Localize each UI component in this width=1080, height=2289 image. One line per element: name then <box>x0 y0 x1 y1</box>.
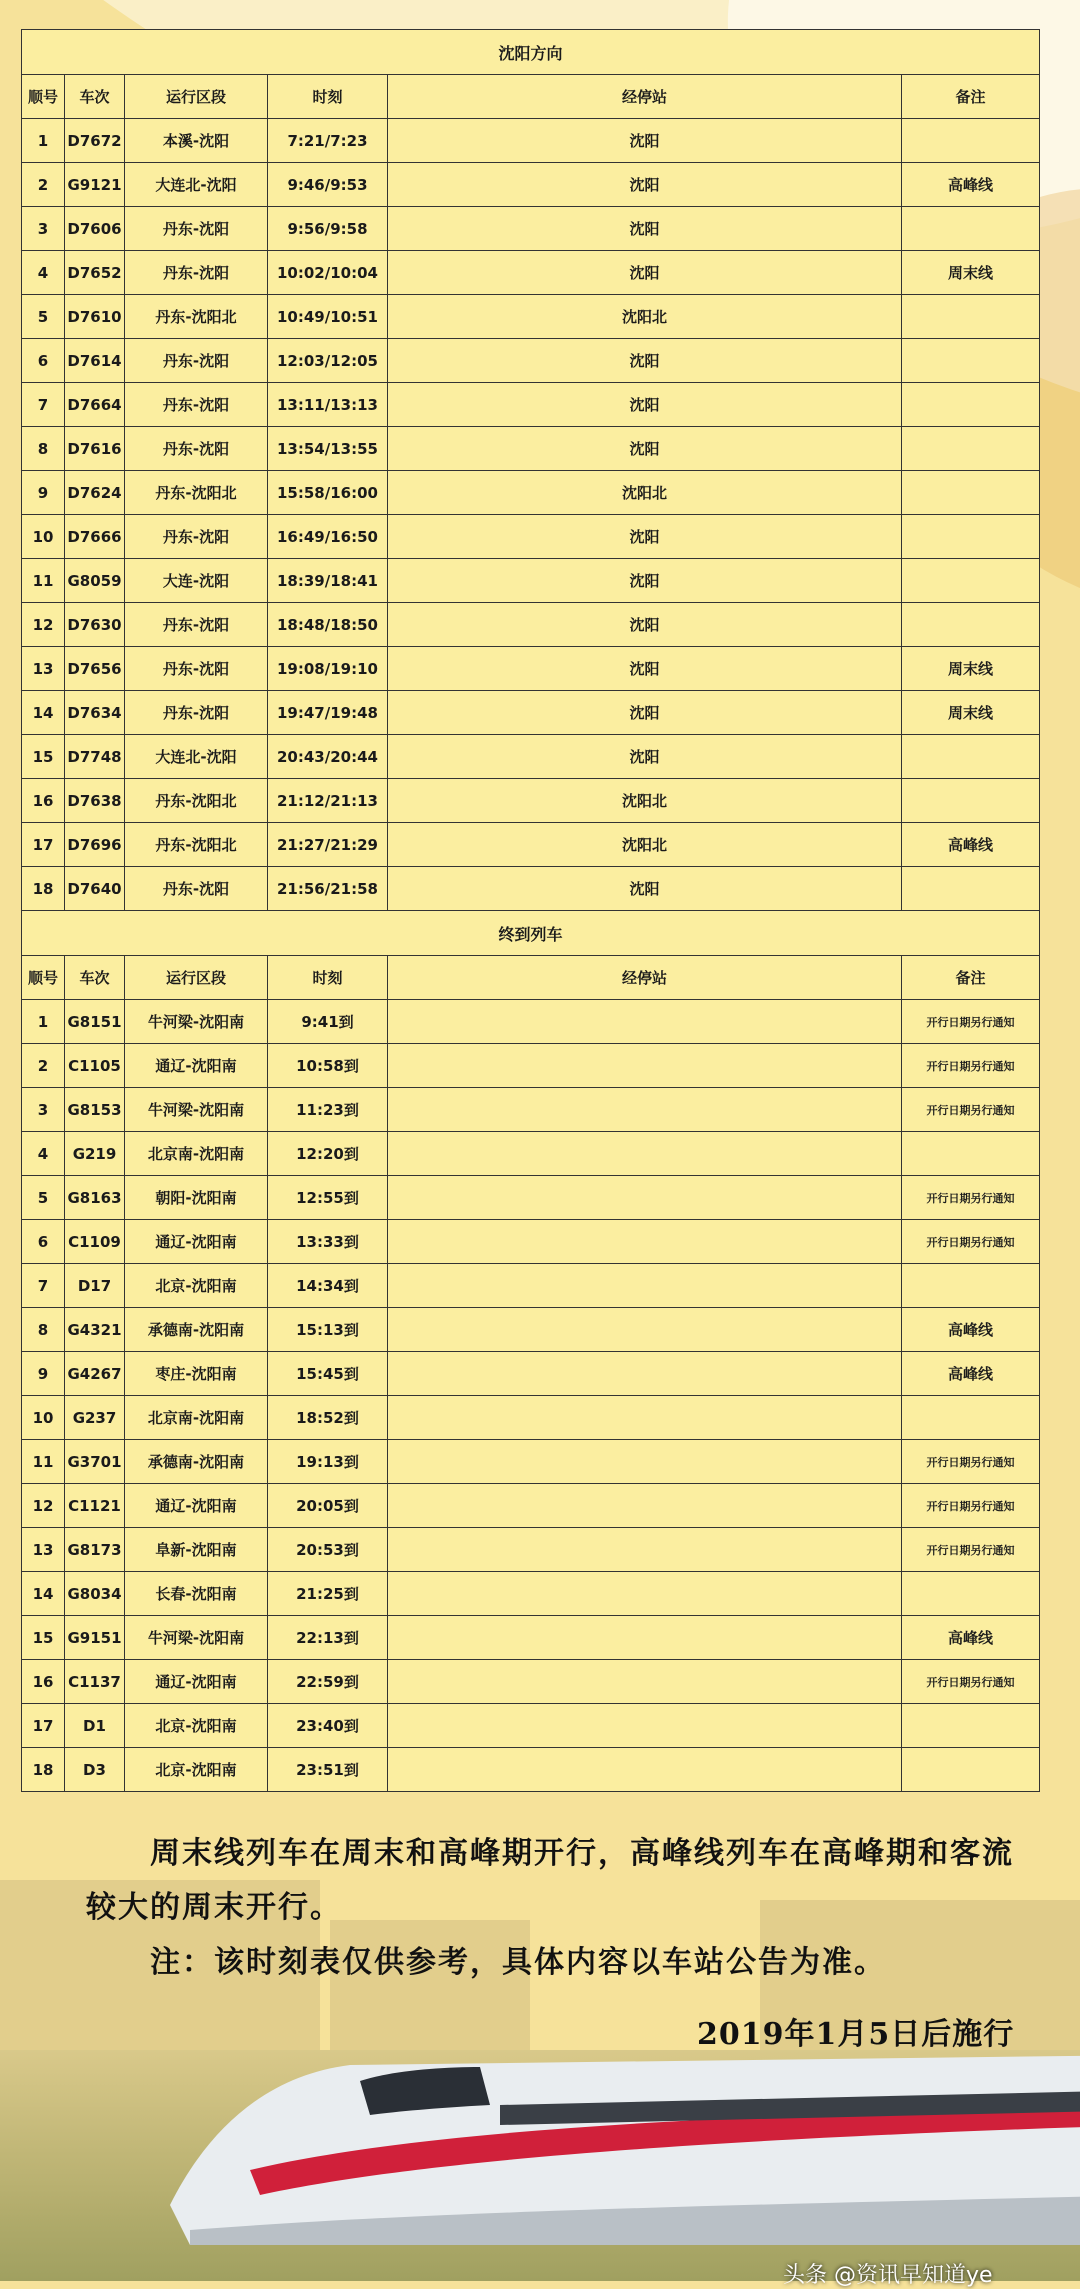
note-cell <box>902 427 1040 471</box>
seq-cell: 10 <box>22 515 65 559</box>
table-row <box>22 1440 1040 1484</box>
seq-cell: 9 <box>22 1352 65 1396</box>
seq-cell: 8 <box>22 1308 65 1352</box>
table-row <box>22 295 1040 339</box>
table-row <box>22 1616 1040 1660</box>
column-header: 经停站 <box>388 956 902 1000</box>
route-cell: 丹东-沈阳 <box>125 383 268 427</box>
seq-cell: 9 <box>22 471 65 515</box>
stop-cell <box>388 1176 902 1220</box>
stop-cell: 沈阳 <box>388 647 902 691</box>
seq-cell: 2 <box>22 1044 65 1088</box>
seq-cell: 6 <box>22 339 65 383</box>
table-row <box>22 823 1040 867</box>
seq-cell: 2 <box>22 163 65 207</box>
train-number-cell: G8153 <box>65 1088 125 1132</box>
section-title: 终到列车 <box>22 911 1040 956</box>
table-row <box>22 1704 1040 1748</box>
time-cell: 19:47/19:48 <box>268 691 388 735</box>
note-cell: 开行日期另行通知 <box>902 1484 1040 1528</box>
route-cell: 通辽-沈阳南 <box>125 1484 268 1528</box>
train-number-cell: C1105 <box>65 1044 125 1088</box>
time-cell: 20:05到 <box>268 1484 388 1528</box>
time-cell: 22:59到 <box>268 1660 388 1704</box>
seq-cell: 7 <box>22 1264 65 1308</box>
note-cell <box>902 207 1040 251</box>
route-cell: 本溪-沈阳 <box>125 119 268 163</box>
table-row <box>22 251 1040 295</box>
note-cell <box>902 383 1040 427</box>
seq-cell: 16 <box>22 1660 65 1704</box>
note-cell <box>902 119 1040 163</box>
seq-cell: 8 <box>22 427 65 471</box>
seq-cell: 1 <box>22 1000 65 1044</box>
route-cell: 大连-沈阳 <box>125 559 268 603</box>
stop-cell: 沈阳 <box>388 559 902 603</box>
seq-cell: 18 <box>22 867 65 911</box>
stop-cell <box>388 1660 902 1704</box>
stop-cell: 沈阳 <box>388 119 902 163</box>
train-number-cell: G8059 <box>65 559 125 603</box>
train-number-cell: G219 <box>65 1132 125 1176</box>
column-header: 时刻 <box>268 956 388 1000</box>
column-header: 时刻 <box>268 75 388 119</box>
note-cell: 开行日期另行通知 <box>902 1660 1040 1704</box>
route-cell: 长春-沈阳南 <box>125 1572 268 1616</box>
train-number-cell: D7696 <box>65 823 125 867</box>
note-cell <box>902 1704 1040 1748</box>
stop-cell <box>388 1220 902 1264</box>
header-row <box>22 75 1040 119</box>
stop-cell: 沈阳 <box>388 383 902 427</box>
table-row <box>22 1748 1040 1792</box>
time-cell: 21:25到 <box>268 1572 388 1616</box>
route-cell: 北京南-沈阳南 <box>125 1396 268 1440</box>
seq-cell: 11 <box>22 1440 65 1484</box>
route-cell: 牛河梁-沈阳南 <box>125 1000 268 1044</box>
stop-cell <box>388 1440 902 1484</box>
time-cell: 9:56/9:58 <box>268 207 388 251</box>
section-title: 沈阳方向 <box>22 30 1040 75</box>
time-cell: 18:52到 <box>268 1396 388 1440</box>
route-cell: 丹东-沈阳 <box>125 647 268 691</box>
route-cell: 通辽-沈阳南 <box>125 1660 268 1704</box>
stop-cell: 沈阳 <box>388 603 902 647</box>
time-cell: 11:23到 <box>268 1088 388 1132</box>
stop-cell <box>388 1396 902 1440</box>
table-row <box>22 1000 1040 1044</box>
stop-cell: 沈阳北 <box>388 295 902 339</box>
route-cell: 丹东-沈阳北 <box>125 823 268 867</box>
time-cell: 9:41到 <box>268 1000 388 1044</box>
stop-cell: 沈阳 <box>388 207 902 251</box>
time-cell: 15:13到 <box>268 1308 388 1352</box>
note-cell: 开行日期另行通知 <box>902 1220 1040 1264</box>
table-row <box>22 691 1040 735</box>
stop-cell <box>388 1616 902 1660</box>
train-number-cell: D7624 <box>65 471 125 515</box>
seq-cell: 6 <box>22 1220 65 1264</box>
footer-note: 注：该时刻表仅供参考，具体内容以车站公告为准。 <box>150 1945 886 1980</box>
table-row <box>22 1484 1040 1528</box>
time-cell: 23:51到 <box>268 1748 388 1792</box>
seq-cell: 4 <box>22 1132 65 1176</box>
seq-cell: 18 <box>22 1748 65 1792</box>
seq-cell: 17 <box>22 823 65 867</box>
train-number-cell: D17 <box>65 1264 125 1308</box>
stop-cell <box>388 1132 902 1176</box>
note-cell <box>902 1264 1040 1308</box>
route-cell: 北京南-沈阳南 <box>125 1132 268 1176</box>
footer-line-1: 周末线列车在周末和高峰期开行，高峰线列车在高峰期和客流 <box>150 1836 1014 1871</box>
seq-cell: 3 <box>22 207 65 251</box>
time-cell: 22:13到 <box>268 1616 388 1660</box>
train-number-cell: G9121 <box>65 163 125 207</box>
column-header: 车次 <box>65 956 125 1000</box>
train-number-cell: D7652 <box>65 251 125 295</box>
train-number-cell: D7640 <box>65 867 125 911</box>
seq-cell: 12 <box>22 1484 65 1528</box>
route-cell: 丹东-沈阳 <box>125 867 268 911</box>
column-header: 备注 <box>902 75 1040 119</box>
note-cell <box>902 1748 1040 1792</box>
train-number-cell: D7666 <box>65 515 125 559</box>
stop-cell: 沈阳 <box>388 251 902 295</box>
stop-cell <box>388 1308 902 1352</box>
table-row <box>22 1132 1040 1176</box>
column-header: 运行区段 <box>125 75 268 119</box>
seq-cell: 17 <box>22 1704 65 1748</box>
note-cell <box>902 1132 1040 1176</box>
time-cell: 14:34到 <box>268 1264 388 1308</box>
route-cell: 丹东-沈阳 <box>125 207 268 251</box>
seq-cell: 13 <box>22 1528 65 1572</box>
train-number-cell: D3 <box>65 1748 125 1792</box>
time-cell: 13:11/13:13 <box>268 383 388 427</box>
train-number-cell: G8034 <box>65 1572 125 1616</box>
column-header: 顺号 <box>22 75 65 119</box>
note-cell <box>902 779 1040 823</box>
route-cell: 丹东-沈阳 <box>125 603 268 647</box>
stop-cell: 沈阳 <box>388 867 902 911</box>
route-cell: 通辽-沈阳南 <box>125 1044 268 1088</box>
stop-cell <box>388 1484 902 1528</box>
time-cell: 10:02/10:04 <box>268 251 388 295</box>
train-number-cell: D7748 <box>65 735 125 779</box>
train-number-cell: D7606 <box>65 207 125 251</box>
stop-cell: 沈阳 <box>388 515 902 559</box>
route-cell: 丹东-沈阳 <box>125 339 268 383</box>
header-row <box>22 956 1040 1000</box>
table-row <box>22 515 1040 559</box>
effective-date: 2019年1月5日后施行 <box>697 2017 1015 2052</box>
column-header: 经停站 <box>388 75 902 119</box>
time-cell: 7:21/7:23 <box>268 119 388 163</box>
route-cell: 朝阳-沈阳南 <box>125 1176 268 1220</box>
note-cell <box>902 339 1040 383</box>
note-cell: 高峰线 <box>902 163 1040 207</box>
train-number-cell: C1121 <box>65 1484 125 1528</box>
note-cell: 开行日期另行通知 <box>902 1176 1040 1220</box>
note-cell: 高峰线 <box>902 1352 1040 1396</box>
stop-cell <box>388 1352 902 1396</box>
train-number-cell: G8151 <box>65 1000 125 1044</box>
seq-cell: 5 <box>22 295 65 339</box>
seq-cell: 1 <box>22 119 65 163</box>
note-cell <box>902 1396 1040 1440</box>
table-row <box>22 1220 1040 1264</box>
time-cell: 10:49/10:51 <box>268 295 388 339</box>
time-cell: 12:03/12:05 <box>268 339 388 383</box>
section-title-row <box>22 30 1040 75</box>
seq-cell: 16 <box>22 779 65 823</box>
note-cell: 开行日期另行通知 <box>902 1044 1040 1088</box>
route-cell: 承德南-沈阳南 <box>125 1308 268 1352</box>
table-row <box>22 383 1040 427</box>
note-cell <box>902 603 1040 647</box>
stop-cell <box>388 1088 902 1132</box>
time-cell: 23:40到 <box>268 1704 388 1748</box>
time-cell: 21:27/21:29 <box>268 823 388 867</box>
note-cell: 开行日期另行通知 <box>902 1088 1040 1132</box>
train-number-cell: G9151 <box>65 1616 125 1660</box>
route-cell: 丹东-沈阳北 <box>125 295 268 339</box>
train-number-cell: C1109 <box>65 1220 125 1264</box>
time-cell: 19:08/19:10 <box>268 647 388 691</box>
column-header: 运行区段 <box>125 956 268 1000</box>
seq-cell: 15 <box>22 1616 65 1660</box>
route-cell: 大连北-沈阳 <box>125 735 268 779</box>
train-number-cell: G8163 <box>65 1176 125 1220</box>
time-cell: 19:13到 <box>268 1440 388 1484</box>
stop-cell <box>388 1264 902 1308</box>
note-cell <box>902 295 1040 339</box>
timetable-body <box>22 30 1040 1792</box>
time-cell: 21:12/21:13 <box>268 779 388 823</box>
table-row <box>22 339 1040 383</box>
note-cell: 开行日期另行通知 <box>902 1000 1040 1044</box>
time-cell: 12:55到 <box>268 1176 388 1220</box>
train-number-cell: D7638 <box>65 779 125 823</box>
time-cell: 13:54/13:55 <box>268 427 388 471</box>
train-number-cell: G8173 <box>65 1528 125 1572</box>
time-cell: 9:46/9:53 <box>268 163 388 207</box>
train-number-cell: G4267 <box>65 1352 125 1396</box>
train-number-cell: D7664 <box>65 383 125 427</box>
seq-cell: 4 <box>22 251 65 295</box>
column-header: 顺号 <box>22 956 65 1000</box>
route-cell: 通辽-沈阳南 <box>125 1220 268 1264</box>
seq-cell: 10 <box>22 1396 65 1440</box>
table-row <box>22 1572 1040 1616</box>
table-row <box>22 119 1040 163</box>
stop-cell: 沈阳北 <box>388 823 902 867</box>
train-number-cell: D7634 <box>65 691 125 735</box>
route-cell: 承德南-沈阳南 <box>125 1440 268 1484</box>
table-row <box>22 1396 1040 1440</box>
seq-cell: 14 <box>22 1572 65 1616</box>
stop-cell: 沈阳 <box>388 691 902 735</box>
time-cell: 16:49/16:50 <box>268 515 388 559</box>
timetable <box>21 29 1040 1792</box>
footer-line-2: 较大的周末开行。 <box>86 1890 342 1925</box>
time-cell: 20:53到 <box>268 1528 388 1572</box>
route-cell: 北京-沈阳南 <box>125 1704 268 1748</box>
stop-cell: 沈阳 <box>388 427 902 471</box>
table-row <box>22 779 1040 823</box>
stop-cell: 沈阳 <box>388 735 902 779</box>
train-number-cell: D1 <box>65 1704 125 1748</box>
time-cell: 18:39/18:41 <box>268 559 388 603</box>
route-cell: 大连北-沈阳 <box>125 163 268 207</box>
table-row <box>22 735 1040 779</box>
train-number-cell: G4321 <box>65 1308 125 1352</box>
stop-cell <box>388 1000 902 1044</box>
train-number-cell: D7616 <box>65 427 125 471</box>
note-cell <box>902 471 1040 515</box>
train-number-cell: D7672 <box>65 119 125 163</box>
section-title-row <box>22 911 1040 956</box>
time-cell: 18:48/18:50 <box>268 603 388 647</box>
time-cell: 13:33到 <box>268 1220 388 1264</box>
train-number-cell: D7630 <box>65 603 125 647</box>
train-image <box>150 2045 1080 2245</box>
route-cell: 丹东-沈阳 <box>125 251 268 295</box>
table-row <box>22 1660 1040 1704</box>
seq-cell: 13 <box>22 647 65 691</box>
stop-cell <box>388 1704 902 1748</box>
seq-cell: 5 <box>22 1176 65 1220</box>
note-cell: 高峰线 <box>902 1308 1040 1352</box>
time-cell: 21:56/21:58 <box>268 867 388 911</box>
note-cell <box>902 867 1040 911</box>
stop-cell <box>388 1572 902 1616</box>
route-cell: 北京-沈阳南 <box>125 1748 268 1792</box>
table-row <box>22 603 1040 647</box>
note-cell: 周末线 <box>902 647 1040 691</box>
seq-cell: 15 <box>22 735 65 779</box>
note-cell <box>902 735 1040 779</box>
train-number-cell: D7610 <box>65 295 125 339</box>
table-row <box>22 1308 1040 1352</box>
table-row <box>22 1044 1040 1088</box>
stop-cell: 沈阳 <box>388 163 902 207</box>
time-cell: 12:20到 <box>268 1132 388 1176</box>
route-cell: 丹东-沈阳 <box>125 515 268 559</box>
route-cell: 枣庄-沈阳南 <box>125 1352 268 1396</box>
route-cell: 丹东-沈阳 <box>125 427 268 471</box>
watermark: 头条 @资讯早知道ye <box>783 2263 993 2288</box>
table-row <box>22 1528 1040 1572</box>
time-cell: 15:45到 <box>268 1352 388 1396</box>
note-cell <box>902 559 1040 603</box>
train-number-cell: D7656 <box>65 647 125 691</box>
route-cell: 丹东-沈阳 <box>125 691 268 735</box>
stop-cell <box>388 1748 902 1792</box>
note-cell: 开行日期另行通知 <box>902 1528 1040 1572</box>
route-cell: 北京-沈阳南 <box>125 1264 268 1308</box>
stop-cell: 沈阳北 <box>388 779 902 823</box>
note-cell: 高峰线 <box>902 823 1040 867</box>
table-row <box>22 471 1040 515</box>
time-cell: 10:58到 <box>268 1044 388 1088</box>
note-cell: 开行日期另行通知 <box>902 1440 1040 1484</box>
table-row <box>22 1176 1040 1220</box>
note-cell: 周末线 <box>902 251 1040 295</box>
seq-cell: 3 <box>22 1088 65 1132</box>
stop-cell <box>388 1044 902 1088</box>
column-header: 备注 <box>902 956 1040 1000</box>
route-cell: 丹东-沈阳北 <box>125 471 268 515</box>
seq-cell: 14 <box>22 691 65 735</box>
seq-cell: 12 <box>22 603 65 647</box>
route-cell: 牛河梁-沈阳南 <box>125 1088 268 1132</box>
train-number-cell: G3701 <box>65 1440 125 1484</box>
seq-cell: 11 <box>22 559 65 603</box>
table-row <box>22 1264 1040 1308</box>
table-row <box>22 1352 1040 1396</box>
note-cell <box>902 515 1040 559</box>
stop-cell: 沈阳北 <box>388 471 902 515</box>
route-cell: 牛河梁-沈阳南 <box>125 1616 268 1660</box>
time-cell: 15:58/16:00 <box>268 471 388 515</box>
train-number-cell: C1137 <box>65 1660 125 1704</box>
note-cell: 高峰线 <box>902 1616 1040 1660</box>
table-row <box>22 559 1040 603</box>
route-cell: 阜新-沈阳南 <box>125 1528 268 1572</box>
time-cell: 20:43/20:44 <box>268 735 388 779</box>
table-row <box>22 163 1040 207</box>
table-row <box>22 647 1040 691</box>
table-row <box>22 867 1040 911</box>
stop-cell <box>388 1528 902 1572</box>
train-number-cell: D7614 <box>65 339 125 383</box>
note-cell: 周末线 <box>902 691 1040 735</box>
seq-cell: 7 <box>22 383 65 427</box>
stop-cell: 沈阳 <box>388 339 902 383</box>
table-row <box>22 207 1040 251</box>
table-row <box>22 427 1040 471</box>
column-header: 车次 <box>65 75 125 119</box>
train-number-cell: G237 <box>65 1396 125 1440</box>
table-row <box>22 1088 1040 1132</box>
note-cell <box>902 1572 1040 1616</box>
route-cell: 丹东-沈阳北 <box>125 779 268 823</box>
